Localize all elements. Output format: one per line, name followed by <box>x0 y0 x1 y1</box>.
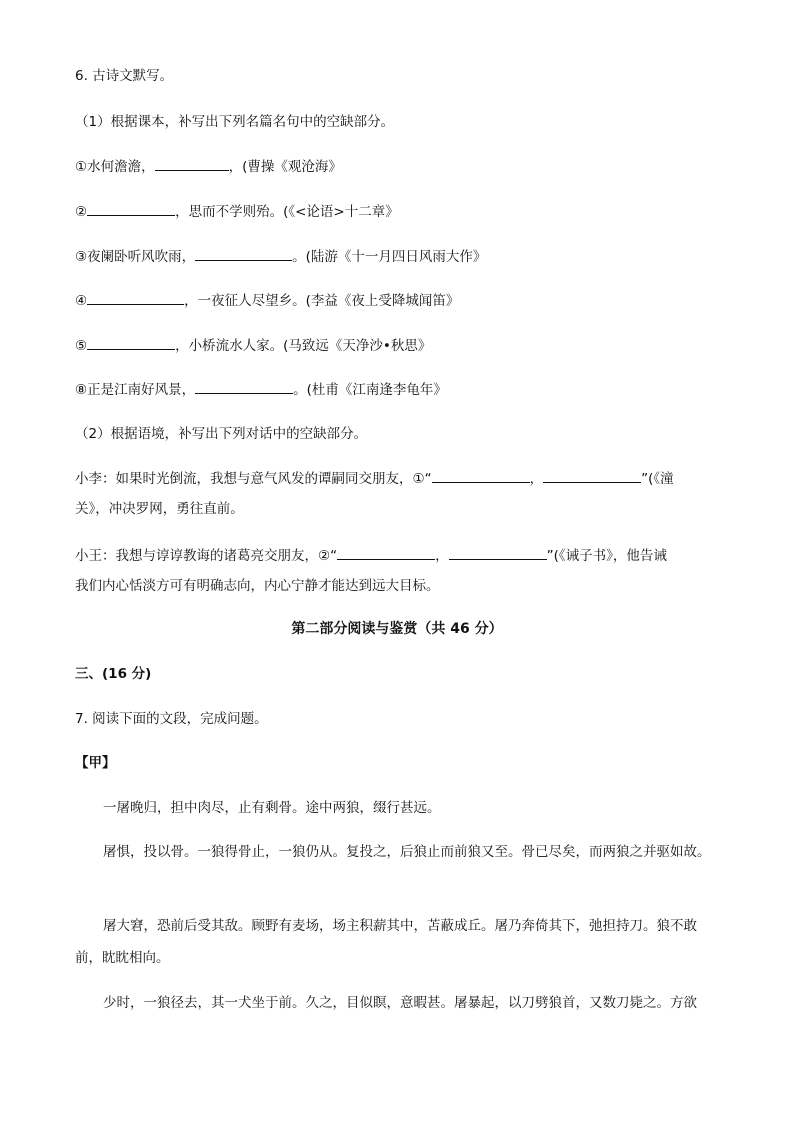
fill-item-prefix: ② <box>75 204 88 220</box>
answer-blank[interactable] <box>155 156 229 171</box>
passage-paragraph-1: 一屠晚归，担中肉尽，止有剩骨。途中两狼，缀行甚远。 <box>103 800 441 816</box>
dialogue-text: ， <box>529 471 544 487</box>
part1-intro: （1）根据课本，补写出下列名篇名句中的空缺部分。 <box>75 114 395 130</box>
passage-paragraph-2: 屠惧，投以骨。一狼得骨止，一狼仍从。复投之，后狼止而前狼又至。骨已尽矣，而两狼之并驱如故。 <box>103 844 711 860</box>
fill-item-suffix: ，思而不学则殆。(《<论语>十二章》 <box>175 204 399 220</box>
answer-blank[interactable] <box>87 290 184 305</box>
dialogue-text: ”(《诫子书》，他告诫 <box>546 548 667 564</box>
fill-item-suffix: ，小桥流水人家。(马致远《天净沙•秋思》 <box>175 338 432 354</box>
fill-item-1 <box>75 156 342 177</box>
answer-blank[interactable] <box>543 468 641 483</box>
question-6-title: 6. 古诗文默写。 <box>75 68 174 84</box>
question-7-title: 7. 阅读下面的文段，完成问题。 <box>75 711 268 727</box>
answer-blank[interactable] <box>195 246 292 261</box>
dialogue-text: 小李：如果时光倒流，我想与意气风发的谭嗣同交朋友，①“ <box>75 471 432 487</box>
passage-jia-label: 【甲】 <box>75 755 116 771</box>
answer-blank[interactable] <box>87 335 175 350</box>
section-3-heading: 三、(16 分) <box>75 666 152 682</box>
fill-item-suffix: ，一夜征人尽望乡。(李益《夜上受降城闻笛》 <box>184 293 460 309</box>
fill-item-3 <box>75 246 486 267</box>
answer-blank[interactable] <box>337 545 435 560</box>
answer-blank[interactable] <box>195 379 293 394</box>
fill-item-suffix: 。(陆游《十一月四日风雨大作》 <box>292 249 487 265</box>
dialogue-wang-line1 <box>75 545 667 566</box>
dialogue-li-line2: 关》，冲决罗网，勇往直前。 <box>75 501 244 517</box>
passage-paragraph-4: 少时，一狼径去，其一犬坐于前。久之，目似瞑，意暇甚。屠暴起，以刀劈狼首，又数刀毙之。方欲 <box>103 995 697 1011</box>
fill-item-2 <box>75 201 399 222</box>
dialogue-li-line1 <box>75 468 674 489</box>
dialogue-text: ”(《潼 <box>641 471 674 487</box>
answer-blank[interactable] <box>87 201 175 216</box>
fill-item-5 <box>75 335 431 356</box>
fill-item-prefix: ⑤ <box>75 338 88 354</box>
dialogue-text: 小王：我想与谆谆教诲的诸葛亮交朋友，②“ <box>75 548 338 564</box>
fill-item-suffix: 。(杜甫《江南逢李龟年》 <box>293 382 447 398</box>
part2-heading: 第二部分阅读与鉴赏（共 46 分） <box>291 621 503 637</box>
answer-blank[interactable] <box>449 545 547 560</box>
answer-blank[interactable] <box>432 468 530 483</box>
fill-item-prefix: ⑧正是江南好风景， <box>75 382 196 398</box>
part2-intro: （2）根据语境，补写出下列对话中的空缺部分。 <box>75 426 368 442</box>
fill-item-4 <box>75 290 459 311</box>
fill-item-suffix: ，(曹操《观沧海》 <box>228 159 342 175</box>
fill-item-6 <box>75 379 447 400</box>
fill-item-prefix: ③夜阑卧听风吹雨， <box>75 249 196 265</box>
dialogue-wang-line2: 我们内心恬淡方可有明确志向，内心宁静才能达到远大目标。 <box>75 578 440 594</box>
fill-item-prefix: ④ <box>75 293 88 309</box>
passage-paragraph-3: 屠大窘，恐前后受其敌。顾野有麦场，场主积薪其中，苫蔽成丘。屠乃奔倚其下，弛担持刀。狼不敢前，眈眈相向。 <box>75 918 697 966</box>
dialogue-text: ， <box>435 548 449 564</box>
fill-item-prefix: ①水何澹澹， <box>75 159 155 175</box>
